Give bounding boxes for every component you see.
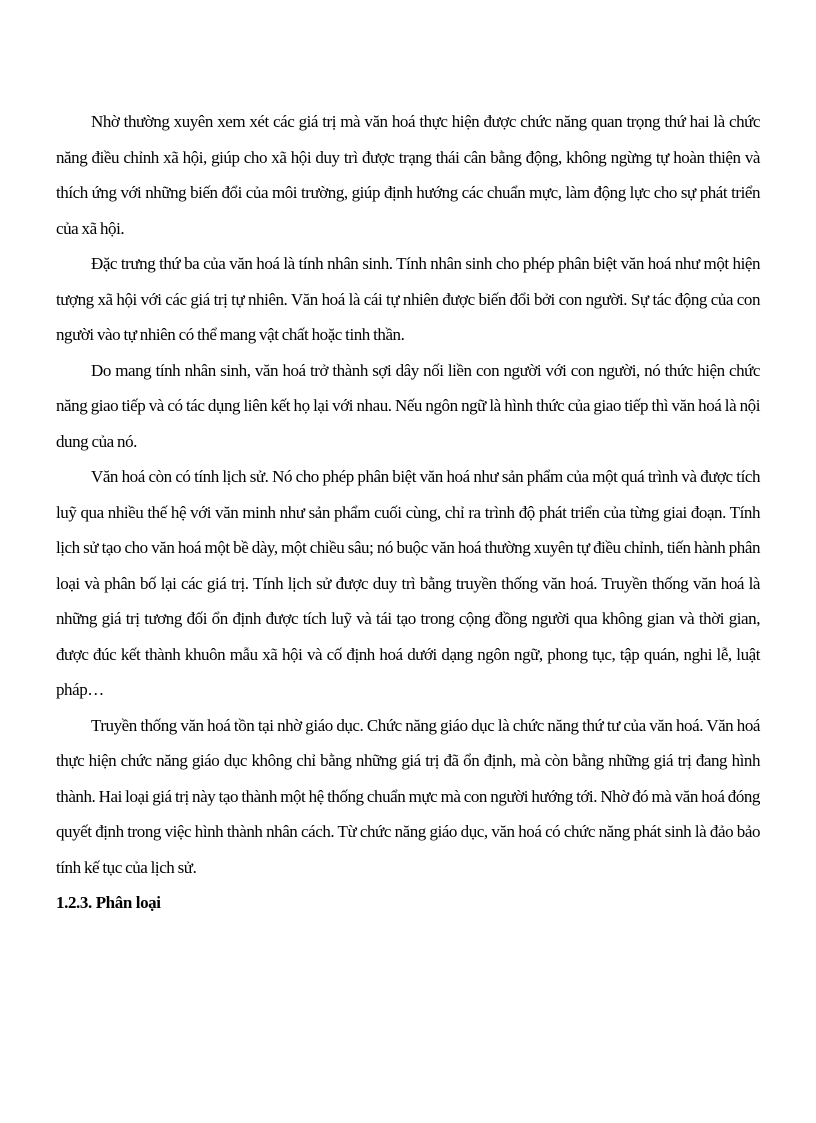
paragraph-5: Truyền thống văn hoá tồn tại nhờ giáo dục. Chức năng giáo dục là chức năng thứ tư của văn hoá. Văn hoá thực hiện chức năng giáo dục không chỉ bằng những giá trị đã ổn định, mà còn bằng những giá trị đang hình thành. Hai loại giá trị này tạo thành một hệ thống chuẩn mực mà con người hướng tới. Nhờ đó mà văn hoá đóng quyết định trong việc hình thành nhân cách. Từ chức năng giáo dục, văn hoá có chức năng phát sinh là đảo bảo tính kế tục của lịch sử. bbox=[56, 715, 760, 877]
paragraph-1: Nhờ thường xuyên xem xét các giá trị mà văn hoá thực hiện được chức năng quan trọng thứ hai là chức năng điều chỉnh xã hội, giúp cho xã hội duy trì được trạng thái cân bằng động, không ngừng tự hoàn thiện và thích ứng với những biến đổi của môi trường, giúp định hướng các chuẩn mực, làm động lực cho sự phát triển của xã hội. bbox=[56, 112, 760, 238]
paragraph-4: Văn hoá còn có tính lịch sử. Nó cho phép phân biệt văn hoá như sản phẩm của một quá trình và được tích luỹ qua nhiều thế hệ với văn minh như sản phẩm cuối cùng, chỉ ra trình độ phát triển của từng giai đoạn. Tính lịch sử tạo cho văn hoá một bề dày, một chiều sâu; nó buộc văn hoá thường xuyên tự điều chỉnh, tiến hành phân loại và phân bố lại các giá trị. Tính lịch sử được duy trì bằng truyền thống văn hoá. Truyền thống văn hoá là những giá trị tương đối ổn định được tích luỹ và tái tạo trong cộng đồng người qua không gian và thời gian, được đúc kết thành khuôn mẫu xã hội và cố định hoá dưới dạng ngôn ngữ, phong tục, tập quán, nghi lễ, luật pháp… bbox=[56, 467, 760, 699]
section-heading: 1.2.3. Phân loại bbox=[56, 893, 161, 912]
paragraph-2: Đặc trưng thứ ba của văn hoá là tính nhân sinh. Tính nhân sinh cho phép phân biệt văn hoá như một hiện tượng xã hội với các giá trị tự nhiên. Văn hoá là cái tự nhiên được biến đổi bởi con người. Sự tác động của con người vào tự nhiên có thể mang vật chất hoặc tinh thần. bbox=[56, 254, 760, 344]
document-page bbox=[56, 104, 760, 921]
paragraph-3: Do mang tính nhân sinh, văn hoá trở thành sợi dây nối liền con người với con người, nó thức hiện chức năng giao tiếp và có tác dụng liên kết họ lại với nhau. Nếu ngôn ngữ là hình thức của giao tiếp thì văn hoá là nội dung của nó. bbox=[56, 360, 760, 451]
